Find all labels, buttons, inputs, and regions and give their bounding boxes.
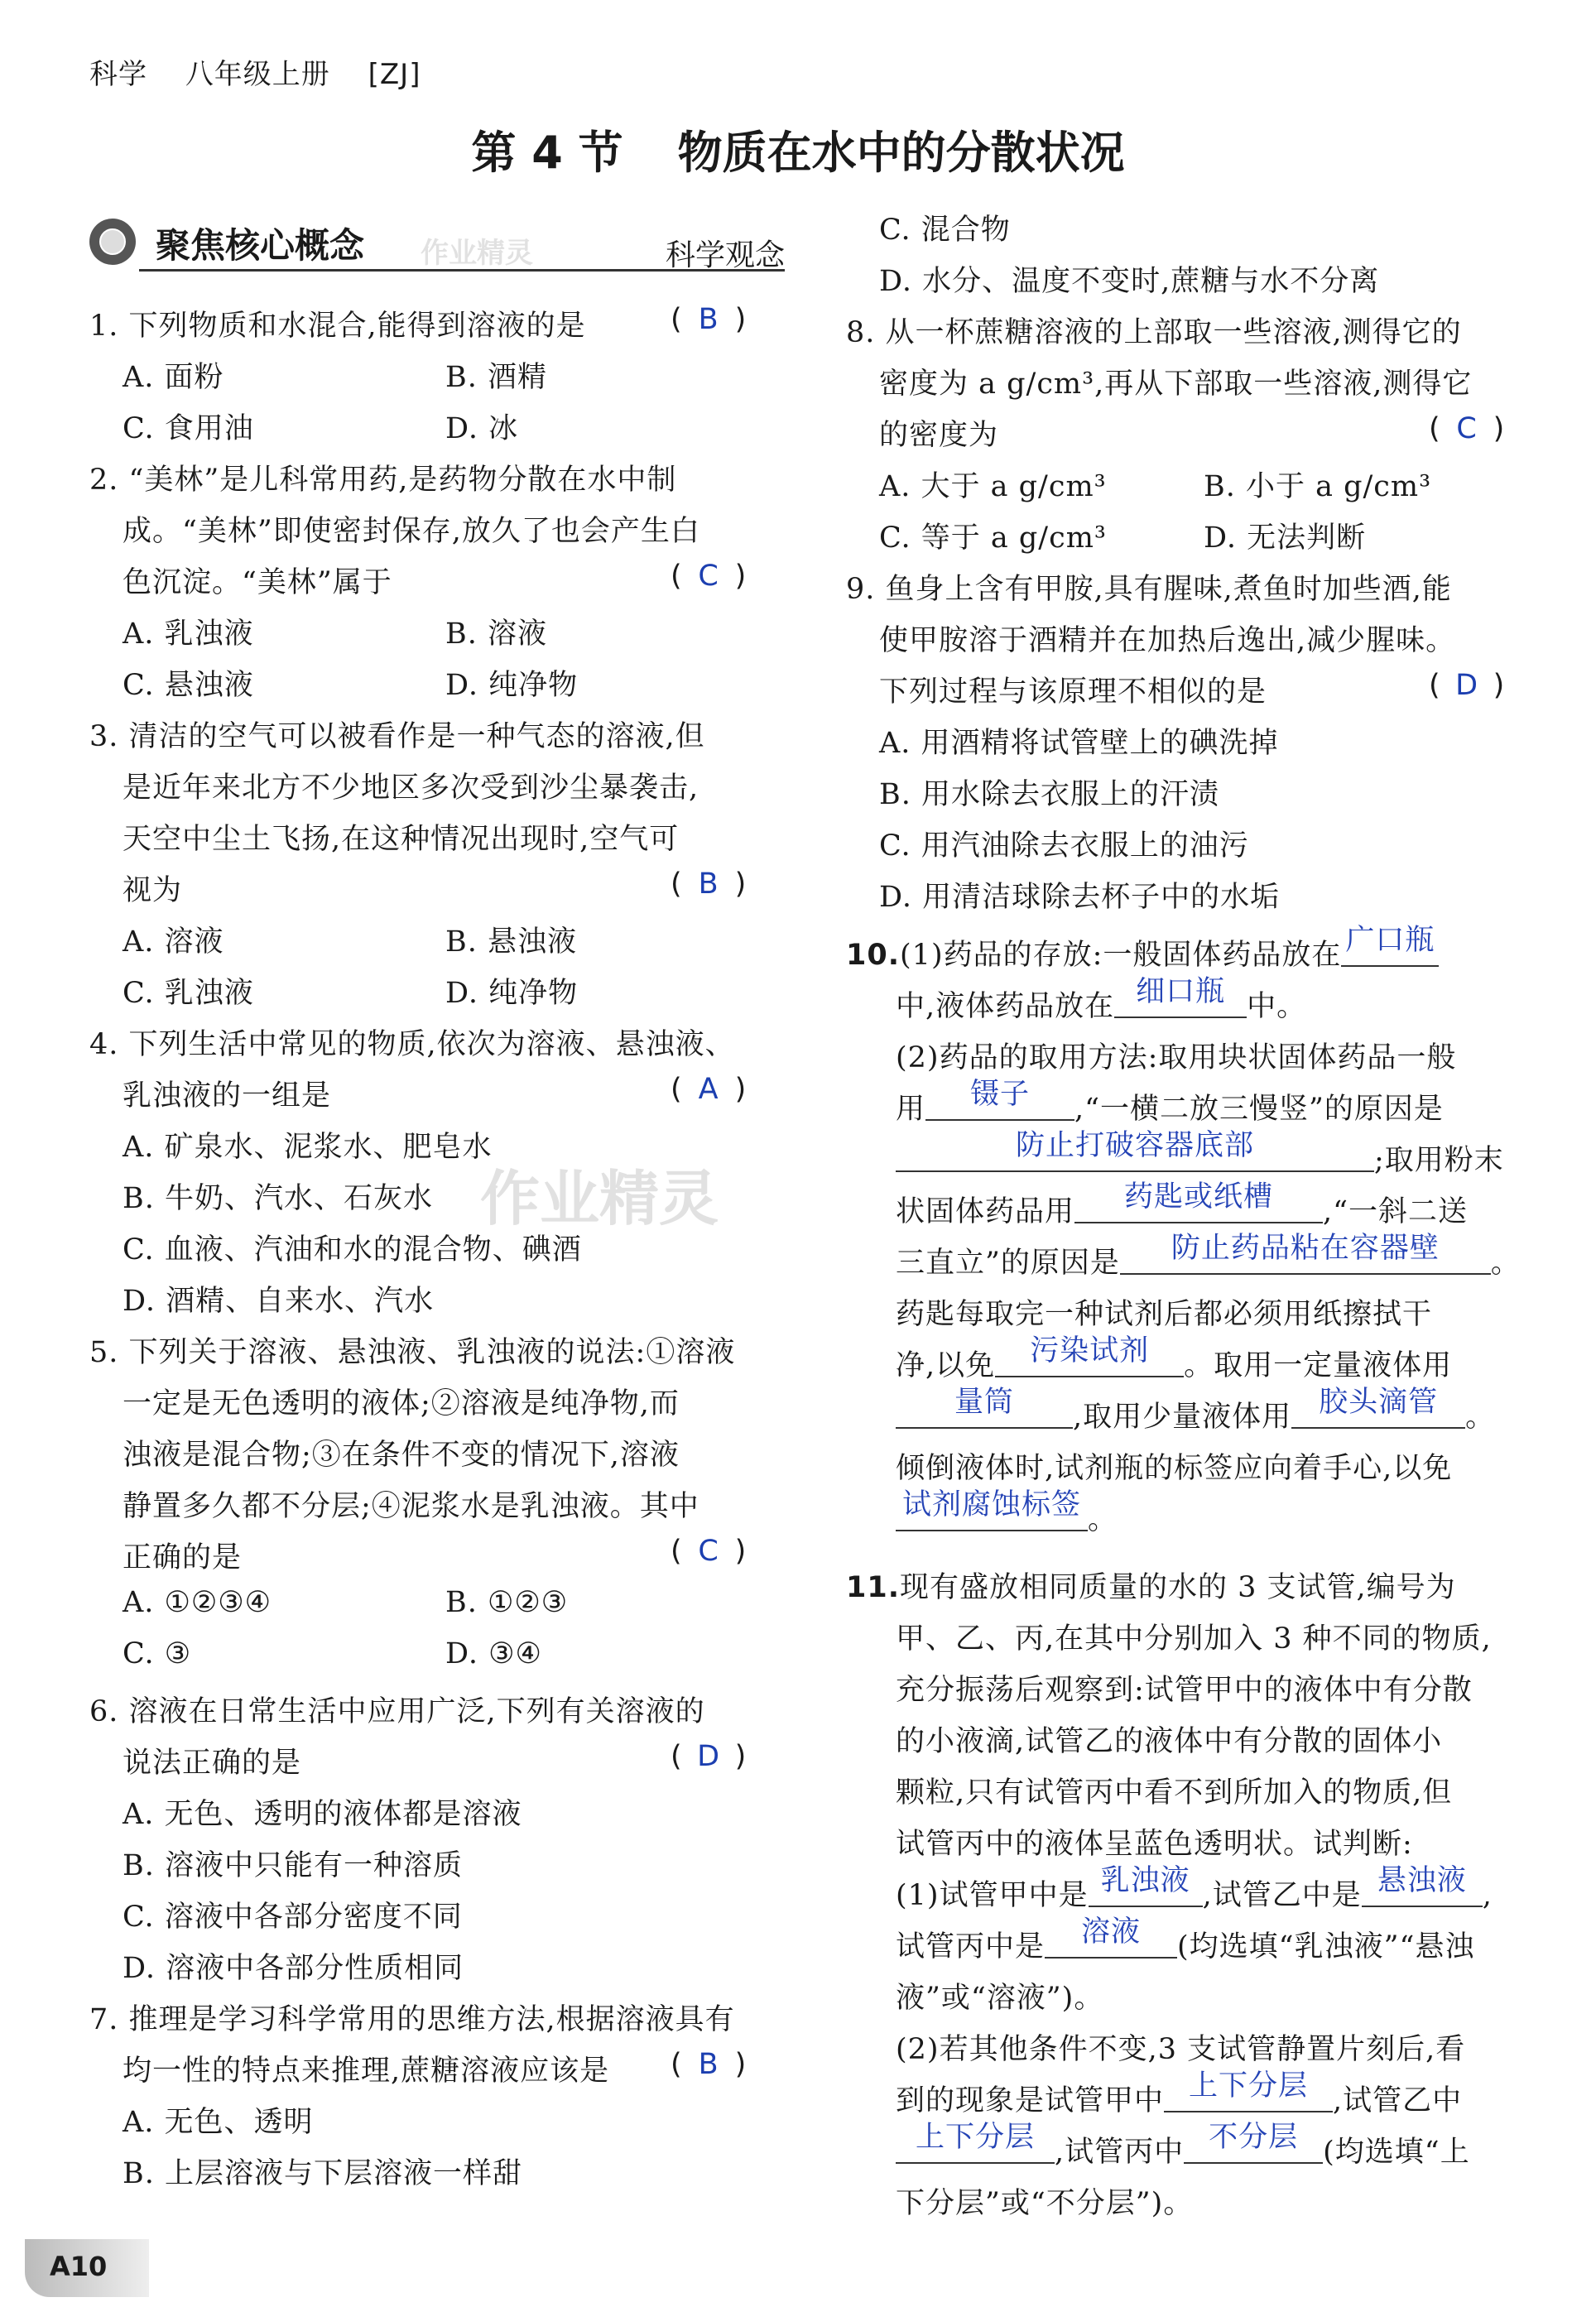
q4-stem-1: 4. 下列生活中常见的物质,依次为溶液、悬浊液、 — [89, 1028, 735, 1061]
q7-stem-1: 7. 推理是学习科学常用的思维方法,根据溶液具有 — [89, 2003, 735, 2036]
q10-answer-2: 细口瓶 — [1136, 975, 1226, 1008]
q1-option-b: B. 酒精 — [445, 361, 547, 394]
q9-option-a: A. 用酒精将试管壁上的碘洗掉 — [879, 727, 1279, 760]
section-number: 第 4 节 — [471, 127, 623, 179]
q8-option-a: A. 大于 a g/cm³ — [879, 470, 1107, 503]
q7-option-d: D. 水分、温度不变时,蔗糖与水不分离 — [879, 265, 1380, 298]
q10-answer-1: 广口瓶 — [1345, 924, 1435, 957]
q11-line-8: 试管丙中是 溶液 (均选填“乳浊液”“悬浊 — [896, 1915, 1475, 1963]
q7-answer: ( B ) — [671, 2048, 747, 2081]
header-edition: [ZJ] — [368, 58, 421, 91]
q10-line-10: 量筒 ,取用少量液体用 胶头滴管 。 — [896, 1394, 1495, 1435]
q10-answer-9: 胶头滴管 — [1319, 1386, 1439, 1419]
q8-answer: ( C ) — [1429, 412, 1505, 445]
q11-line-9: 液”或“溶液”)。 — [896, 1982, 1104, 2015]
q4-option-d: D. 酒精、自来水、汽水 — [123, 1285, 435, 1318]
q11-answer-3: 溶液 — [1081, 1915, 1142, 1949]
q10-answer-7: 污染试剂 — [1030, 1334, 1150, 1367]
q11-answer-2: 悬浊液 — [1377, 1864, 1467, 1897]
q9-answer: ( D ) — [1429, 669, 1505, 702]
page-footer — [25, 2239, 149, 2297]
q9-option-c: C. 用汽油除去衣服上的油污 — [879, 829, 1249, 863]
q10-line-5: 防止打破容器底部 ;取用粉末 — [896, 1137, 1504, 1179]
q5-option-b: B. ①②③ — [445, 1586, 569, 1619]
q5-answer: ( C ) — [671, 1535, 747, 1568]
q3-stem-2: 是近年来北方不少地区多次受到沙尘暴袭击, — [123, 771, 699, 805]
concept-banner — [89, 214, 785, 272]
q4-stem-2: 乳浊液的一组是 — [123, 1079, 332, 1113]
q3-stem-4: 视为 — [123, 874, 183, 907]
q2-option-b: B. 溶液 — [445, 618, 547, 651]
q11-line-3: 充分振荡后观察到:试管甲中的液体中有分散 — [896, 1674, 1473, 1707]
banner-watermark: 作业精灵 — [421, 237, 533, 270]
q2-stem-2: 成。“美林”即使密封保存,放久了也会产生白 — [123, 515, 700, 548]
header-grade: 八年级上册 — [185, 58, 330, 91]
q10-line-4: 用 镊子 ,“一横二放三慢竖”的原因是 — [896, 1078, 1444, 1126]
q10-answer-6: 防止药品粘在容器壁 — [1171, 1232, 1440, 1265]
q10-answer-5: 药匙或纸槽 — [1124, 1180, 1274, 1214]
q10-line-2: 中,液体药品放在 细口瓶 中。 — [896, 975, 1307, 1023]
page-watermark: 作业精灵 — [480, 1164, 719, 1233]
q10-line-7: 三直立”的原因是 防止药品粘在容器壁 。 — [896, 1232, 1521, 1280]
q4-answer: ( A ) — [671, 1073, 747, 1106]
q10-answer-3: 镊子 — [970, 1078, 1031, 1111]
q5-stem-4: 静置多久都不分层;④泥浆水是乳浊液。其中 — [123, 1490, 699, 1523]
q1-option-a: A. 面粉 — [123, 361, 224, 394]
q3-option-a: A. 溶液 — [123, 925, 224, 959]
q5-stem-1: 5. 下列关于溶液、悬浊液、乳浊液的说法:①溶液 — [89, 1336, 736, 1369]
q9-option-b: B. 用水除去衣服上的汗渍 — [879, 778, 1219, 811]
q6-option-a: A. 无色、透明的液体都是溶液 — [123, 1798, 522, 1831]
q4-option-b: B. 牛奶、汽水、石灰水 — [123, 1182, 433, 1215]
q11-line-1: 11.现有盛放相同质量的水的 3 支试管,编号为 — [846, 1571, 1456, 1604]
q5-stem-2: 一定是无色透明的液体;②溶液是纯净物,而 — [123, 1387, 680, 1420]
q8-option-d: D. 无法判断 — [1204, 521, 1367, 555]
q1-option-d: D. 冰 — [445, 412, 519, 445]
q5-stem-5: 正确的是 — [123, 1541, 243, 1574]
q6-option-d: D. 溶液中各部分性质相同 — [123, 1952, 464, 1985]
q8-stem-2: 密度为 a g/cm³,再从下部取一些溶液,测得它 — [879, 368, 1473, 401]
q3-answer: ( B ) — [671, 868, 747, 901]
q2-stem-1: 2. “美林”是儿科常用药,是药物分散在水中制 — [89, 464, 677, 497]
q9-option-d: D. 用清洁球除去杯子中的水垢 — [879, 881, 1281, 914]
q3-option-d: D. 纯净物 — [445, 977, 579, 1010]
q6-stem-2: 说法正确的是 — [123, 1747, 302, 1780]
banner-category: 科学观念 — [665, 238, 785, 272]
q9-stem-3: 下列过程与该原理不相似的是 — [879, 675, 1267, 709]
q11-line-11: 到的现象是试管甲中 上下分层 ,试管乙中 — [896, 2069, 1463, 2117]
q8-stem-3: 的密度为 — [879, 419, 999, 452]
q10-answer-10: 试剂腐蚀标签 — [901, 1488, 1081, 1521]
q11-answer-5: 上下分层 — [915, 2121, 1035, 2154]
banner-circle-icon — [89, 219, 136, 265]
q6-stem-1: 6. 溶液在日常生活中应用广泛,下列有关溶液的 — [89, 1695, 705, 1728]
q8-option-b: B. 小于 a g/cm³ — [1204, 470, 1432, 503]
page-number: A10 — [50, 2251, 108, 2282]
banner-title: 聚焦核心概念 — [156, 225, 365, 266]
q3-stem-1: 3. 清洁的空气可以被看作是一种气态的溶液,但 — [89, 720, 705, 753]
q10-line-6: 状固体药品用 药匙或纸槽 ,“一斜二送 — [896, 1180, 1469, 1228]
page-header — [89, 51, 449, 92]
q11-line-4: 的小液滴,试管乙的液体中有分散的固体小 — [896, 1725, 1443, 1758]
q3-stem-3: 天空中尘土飞扬,在这种情况出现时,空气可 — [123, 823, 680, 856]
q11-line-7: (1)试管甲中是 乳浊液 ,试管乙中是 悬浊液 , — [896, 1864, 1493, 1912]
q1-answer: ( B ) — [671, 303, 747, 336]
q5-option-d: D. ③④ — [445, 1637, 542, 1670]
q5-option-a: A. ①②③④ — [123, 1586, 272, 1619]
q3-option-b: B. 悬浊液 — [445, 925, 577, 959]
q7-stem-2: 均一性的特点来推理,蔗糖溶液应该是 — [123, 2055, 610, 2088]
q11-answer-6: 不分层 — [1209, 2121, 1299, 2154]
section-name: 物质在水中的分散状况 — [677, 127, 1125, 179]
q7-option-b: B. 上层溶液与下层溶液一样甜 — [123, 2157, 522, 2190]
header-subject: 科学 — [89, 58, 147, 91]
q3-option-c: C. 乳浊液 — [123, 977, 254, 1010]
section-title — [0, 118, 1596, 181]
q11-line-6: 试管丙中的液体呈蓝色透明状。试判断: — [896, 1828, 1413, 1861]
q6-answer: ( D ) — [671, 1740, 747, 1773]
q5-stem-3: 浊液是混合物;③在条件不变的情况下,溶液 — [123, 1439, 680, 1472]
q10-line-9: 净,以免 污染试剂 。取用一定量液体用 — [896, 1334, 1453, 1382]
q4-option-c: C. 血液、汽油和水的混合物、碘酒 — [123, 1233, 582, 1266]
q10-line-1: 10.(1)药品的存放:一般固体药品放在 广口瓶 — [846, 932, 1439, 973]
q1-option-c: C. 食用油 — [123, 412, 254, 445]
q11-line-2: 甲、乙、丙,在其中分别加入 3 种不同的物质, — [896, 1622, 1492, 1656]
q11-answer-1: 乳浊液 — [1100, 1864, 1190, 1897]
q10-answer-4: 防止打破容器底部 — [1015, 1129, 1254, 1162]
q11-line-5: 颗粒,只有试管丙中看不到所加入的物质,但 — [896, 1776, 1453, 1810]
q4-option-a: A. 矿泉水、泥浆水、肥皂水 — [123, 1131, 493, 1164]
q11-line-13: 下分层”或“不分层”)。 — [896, 2187, 1194, 2220]
q2-option-c: C. 悬浊液 — [123, 669, 254, 702]
banner-underline — [139, 269, 785, 272]
q8-option-c: C. 等于 a g/cm³ — [879, 521, 1107, 555]
q1-stem: 1. 下列物质和水混合,能得到溶液的是 — [89, 310, 586, 343]
q10-line-3: (2)药品的取用方法:取用块状固体药品一般 — [896, 1041, 1457, 1074]
q7-option-c: C. 混合物 — [879, 214, 1011, 247]
q11-answer-4: 上下分层 — [1189, 2069, 1309, 2103]
q9-stem-2: 使甲胺溶于酒精并在加热后逸出,减少腥味。 — [879, 624, 1456, 657]
q10-line-12: 试剂腐蚀标签 。 — [896, 1497, 1118, 1538]
q7-option-a: A. 无色、透明 — [123, 2106, 314, 2139]
q8-stem-1: 8. 从一杯蔗糖溶液的上部取一些溶液,测得它的 — [846, 316, 1462, 349]
q2-stem-3: 色沉淀。“美林”属于 — [123, 566, 392, 599]
q2-option-a: A. 乳浊液 — [123, 618, 254, 651]
q11-line-10: (2)若其他条件不变,3 支试管静置片刻后,看 — [896, 2033, 1466, 2066]
q11-line-12: 上下分层 ,试管丙中 不分层 (均选填“上 — [896, 2129, 1470, 2170]
q2-option-d: D. 纯净物 — [445, 669, 579, 702]
q10-answer-8: 量筒 — [954, 1386, 1014, 1419]
q6-option-b: B. 溶液中只能有一种溶质 — [123, 1849, 463, 1882]
q6-option-c: C. 溶液中各部分密度不同 — [123, 1901, 463, 1934]
q10-line-8: 药匙每取完一种试剂后都必须用纸擦拭干 — [896, 1298, 1433, 1331]
q2-answer: ( C ) — [671, 560, 747, 593]
q10-line-11: 倾倒液体时,试剂瓶的标签应向着手心,以免 — [896, 1452, 1453, 1485]
q9-stem-1: 9. 鱼身上含有甲胺,具有腥味,煮鱼时加些酒,能 — [846, 573, 1452, 606]
q5-option-c: C. ③ — [123, 1637, 192, 1670]
